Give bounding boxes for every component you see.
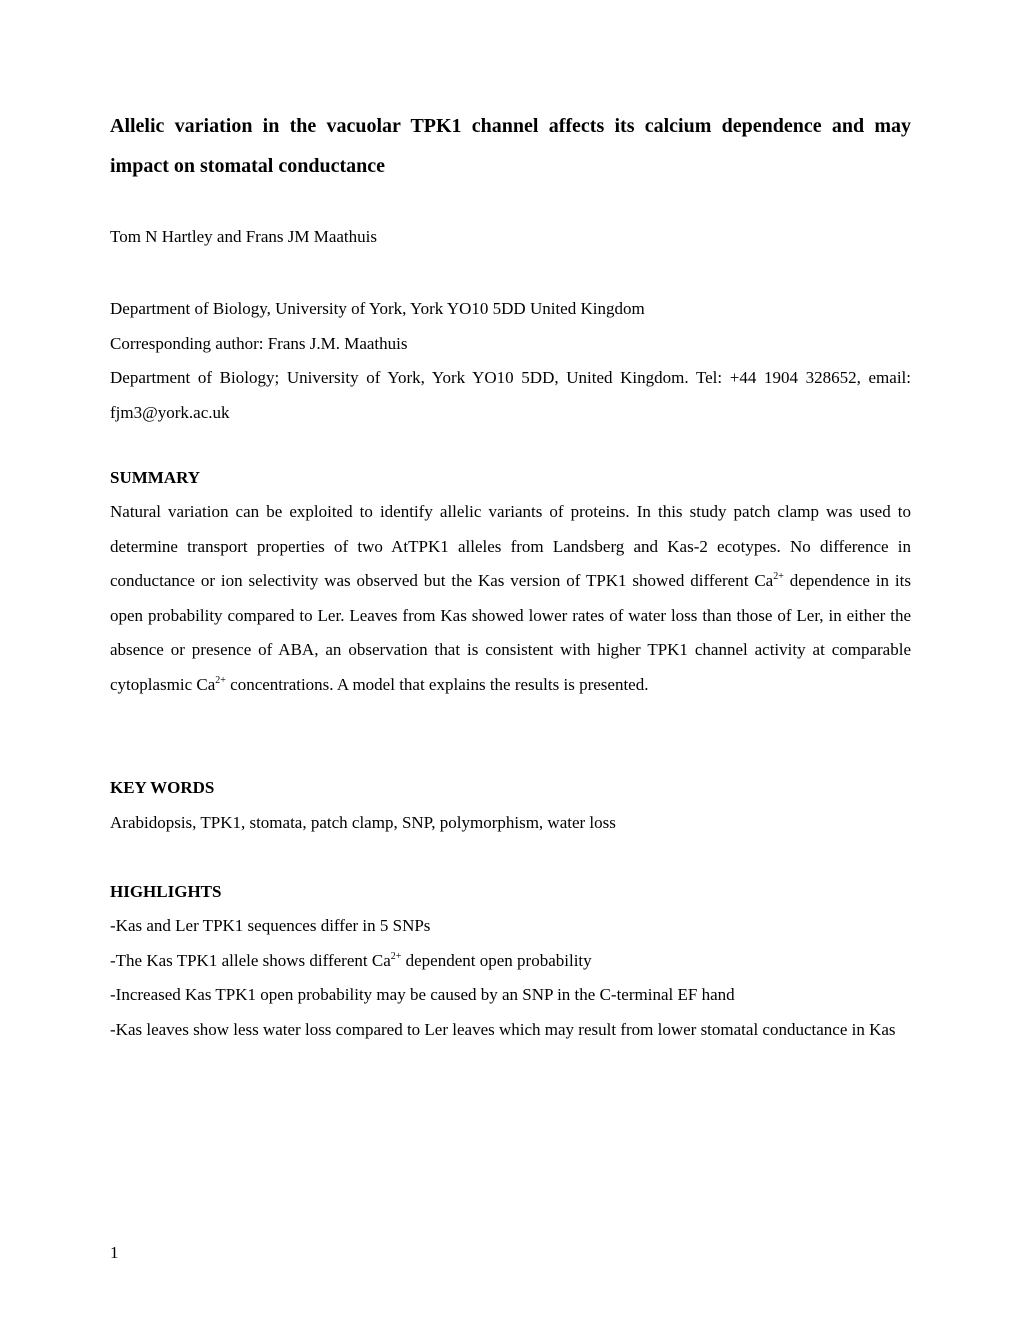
- contact-details: Department of Biology; University of York, York YO10 5DD, United Kingdom. Tel: +44 1904 328652, email: fjm3@york.ac.uk: [110, 368, 911, 422]
- summary-text-3: concentrations. A model that explains the results is presented.: [225, 674, 649, 694]
- keywords-text: Arabidopsis, TPK1, stomata, patch clamp, SNP, polymorphism, water loss: [110, 813, 616, 832]
- summary-heading: SUMMARY: [110, 468, 201, 487]
- highlights-list: [110, 909, 911, 1047]
- highlight-item: -Kas and Ler TPK1 sequences differ in 5 SNPs: [110, 916, 431, 935]
- highlight-text: dependent open probability: [401, 950, 592, 970]
- superscript-charge: 2+: [215, 674, 226, 686]
- highlight-item: -Increased Kas TPK1 open probability may be caused by an SNP in the C-terminal EF hand: [110, 985, 735, 1005]
- keywords-heading: KEY WORDS: [110, 778, 215, 797]
- author-list: Tom N Hartley and Frans JM Maathuis: [110, 227, 377, 246]
- superscript-charge: 2+: [390, 950, 402, 962]
- highlight-text: -The Kas TPK1 allele shows different Ca: [110, 950, 391, 970]
- summary-text-2: dependence in its open probability compared to Ler. Leaves from Kas showed lower rates of water loss than those of Ler, in either the absence or presence of ABA, an observation that is consistent with higher TPK1 channel activity at comparable cytoplasmic Ca: [110, 571, 911, 694]
- paper-title: Allelic variation in the vacuolar TPK1 channel affects its calcium dependence and may impact on stomatal conductance: [110, 115, 911, 177]
- department-line: Department of Biology, University of York, York YO10 5DD United Kingdom: [110, 299, 645, 318]
- affiliation-block: [110, 292, 911, 430]
- highlight-item: [110, 944, 911, 979]
- highlights-heading: HIGHLIGHTS: [110, 882, 222, 901]
- superscript-charge: 2+: [773, 571, 784, 583]
- corresponding-author-line: Corresponding author: Frans J.M. Maathuis: [110, 333, 408, 353]
- highlight-item: -Kas leaves show less water loss compared to Ler leaves which may result from lower stomatal conductance in Kas: [110, 1019, 896, 1039]
- summary-text-1: Natural variation can be exploited to identify allelic variants of proteins. In this study patch clamp was used to determine transport properties of two AtTPK1 alleles from Landsberg and Kas-2 ecotypes. No difference in conductance or ion selectivity was observed but the Kas version of TPK1 showed different Ca: [110, 502, 911, 591]
- summary-paragraph: [110, 495, 911, 703]
- page-number: 1: [110, 1243, 119, 1262]
